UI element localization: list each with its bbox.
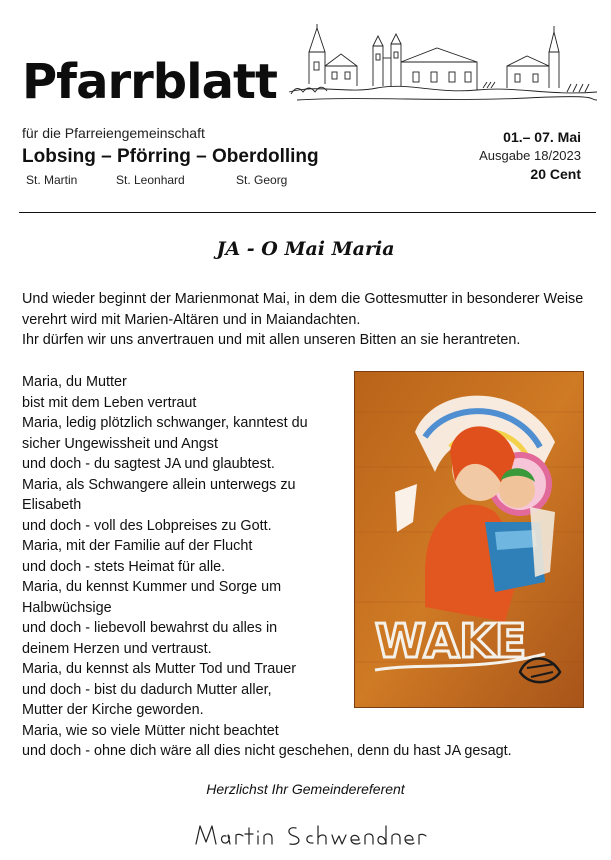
intro-sentence: Ihr dürfen wir uns anvertrauen und mit allen unseren Bitten an sie herantreten. — [22, 332, 521, 348]
madonna-graffiti-photo — [354, 371, 584, 708]
poem-line: und doch - du sagtest JA und glaubtest. — [22, 456, 275, 472]
poem-line: Maria, du kennst Kummer und Sorge um — [22, 579, 282, 595]
poem-line: und doch - stets Heimat für alle. — [22, 558, 226, 575]
closing-greeting: Herzlichst Ihr Gemeindereferent — [206, 781, 405, 797]
patron-saint-pfoerring: St. Leonhard — [116, 173, 185, 187]
poem-line: Maria, ledig plötzlich schwanger, kanntest du — [22, 415, 308, 431]
intro-paragraph — [22, 289, 592, 351]
poem-line: sicher Ungewissheit und Angst — [22, 435, 218, 452]
issue-price: 20 Cent — [530, 166, 581, 182]
poem-line: Maria, du Mutter — [22, 374, 127, 390]
patron-saint-lobsing: St. Martin — [26, 173, 78, 187]
masthead — [0, 0, 611, 215]
article-heading: JA - O Mai Maria — [216, 238, 395, 260]
poem-line: Maria, wie so viele Mütter nicht beachtet — [22, 722, 279, 739]
header-divider — [19, 212, 596, 213]
issue-info — [479, 129, 581, 182]
community-subtitle: für die Pfarreiengemeinschaft — [22, 125, 205, 141]
poem-line: Halbwüchsige — [22, 599, 112, 616]
poem-line: und doch - voll des Lobpreises zu Gott. — [22, 517, 272, 534]
newsletter-title: Pfarrblatt — [22, 54, 277, 110]
patron-saint-oberdolling: St. Georg — [236, 173, 288, 187]
parish-names: Lobsing – Pförring – Oberdolling — [22, 146, 319, 167]
poem-line: deinem Herzen und vertraust. — [22, 640, 212, 657]
churches-sketch-illustration — [287, 22, 599, 104]
poem-line: Mutter der Kirche geworden. — [22, 702, 204, 718]
issue-number: Ausgabe 18/2023 — [479, 148, 581, 163]
poem-line: Maria, mit der Familie auf der Flucht — [22, 538, 253, 554]
poem-line: und doch - bist du dadurch Mutter aller, — [22, 681, 272, 698]
poem-line: bist mit dem Leben vertraut — [22, 394, 197, 411]
issue-date: 01.– 07. Mai — [503, 129, 581, 145]
poem-line: Maria, als Schwangere allein unterwegs zu — [22, 476, 296, 493]
handwritten-signature — [192, 816, 432, 856]
graffiti-tag: WAKE — [375, 614, 527, 668]
poem-line: Elisabeth — [22, 497, 82, 513]
poem-line: Maria, du kennst als Mutter Tod und Trauer — [22, 661, 297, 677]
intro-sentence: Und wieder beginnt der Marienmonat Mai, in dem die Gottesmutter in besonderer Weise verehrt wird mit Marien-Altären und in Maiandachten. — [22, 291, 584, 328]
poem-line: und doch - liebevoll bewahrst du alles in — [22, 620, 278, 636]
poem-line: und doch - ohne dich wäre all dies nicht geschehen, denn du hast JA gesagt. — [22, 743, 512, 759]
